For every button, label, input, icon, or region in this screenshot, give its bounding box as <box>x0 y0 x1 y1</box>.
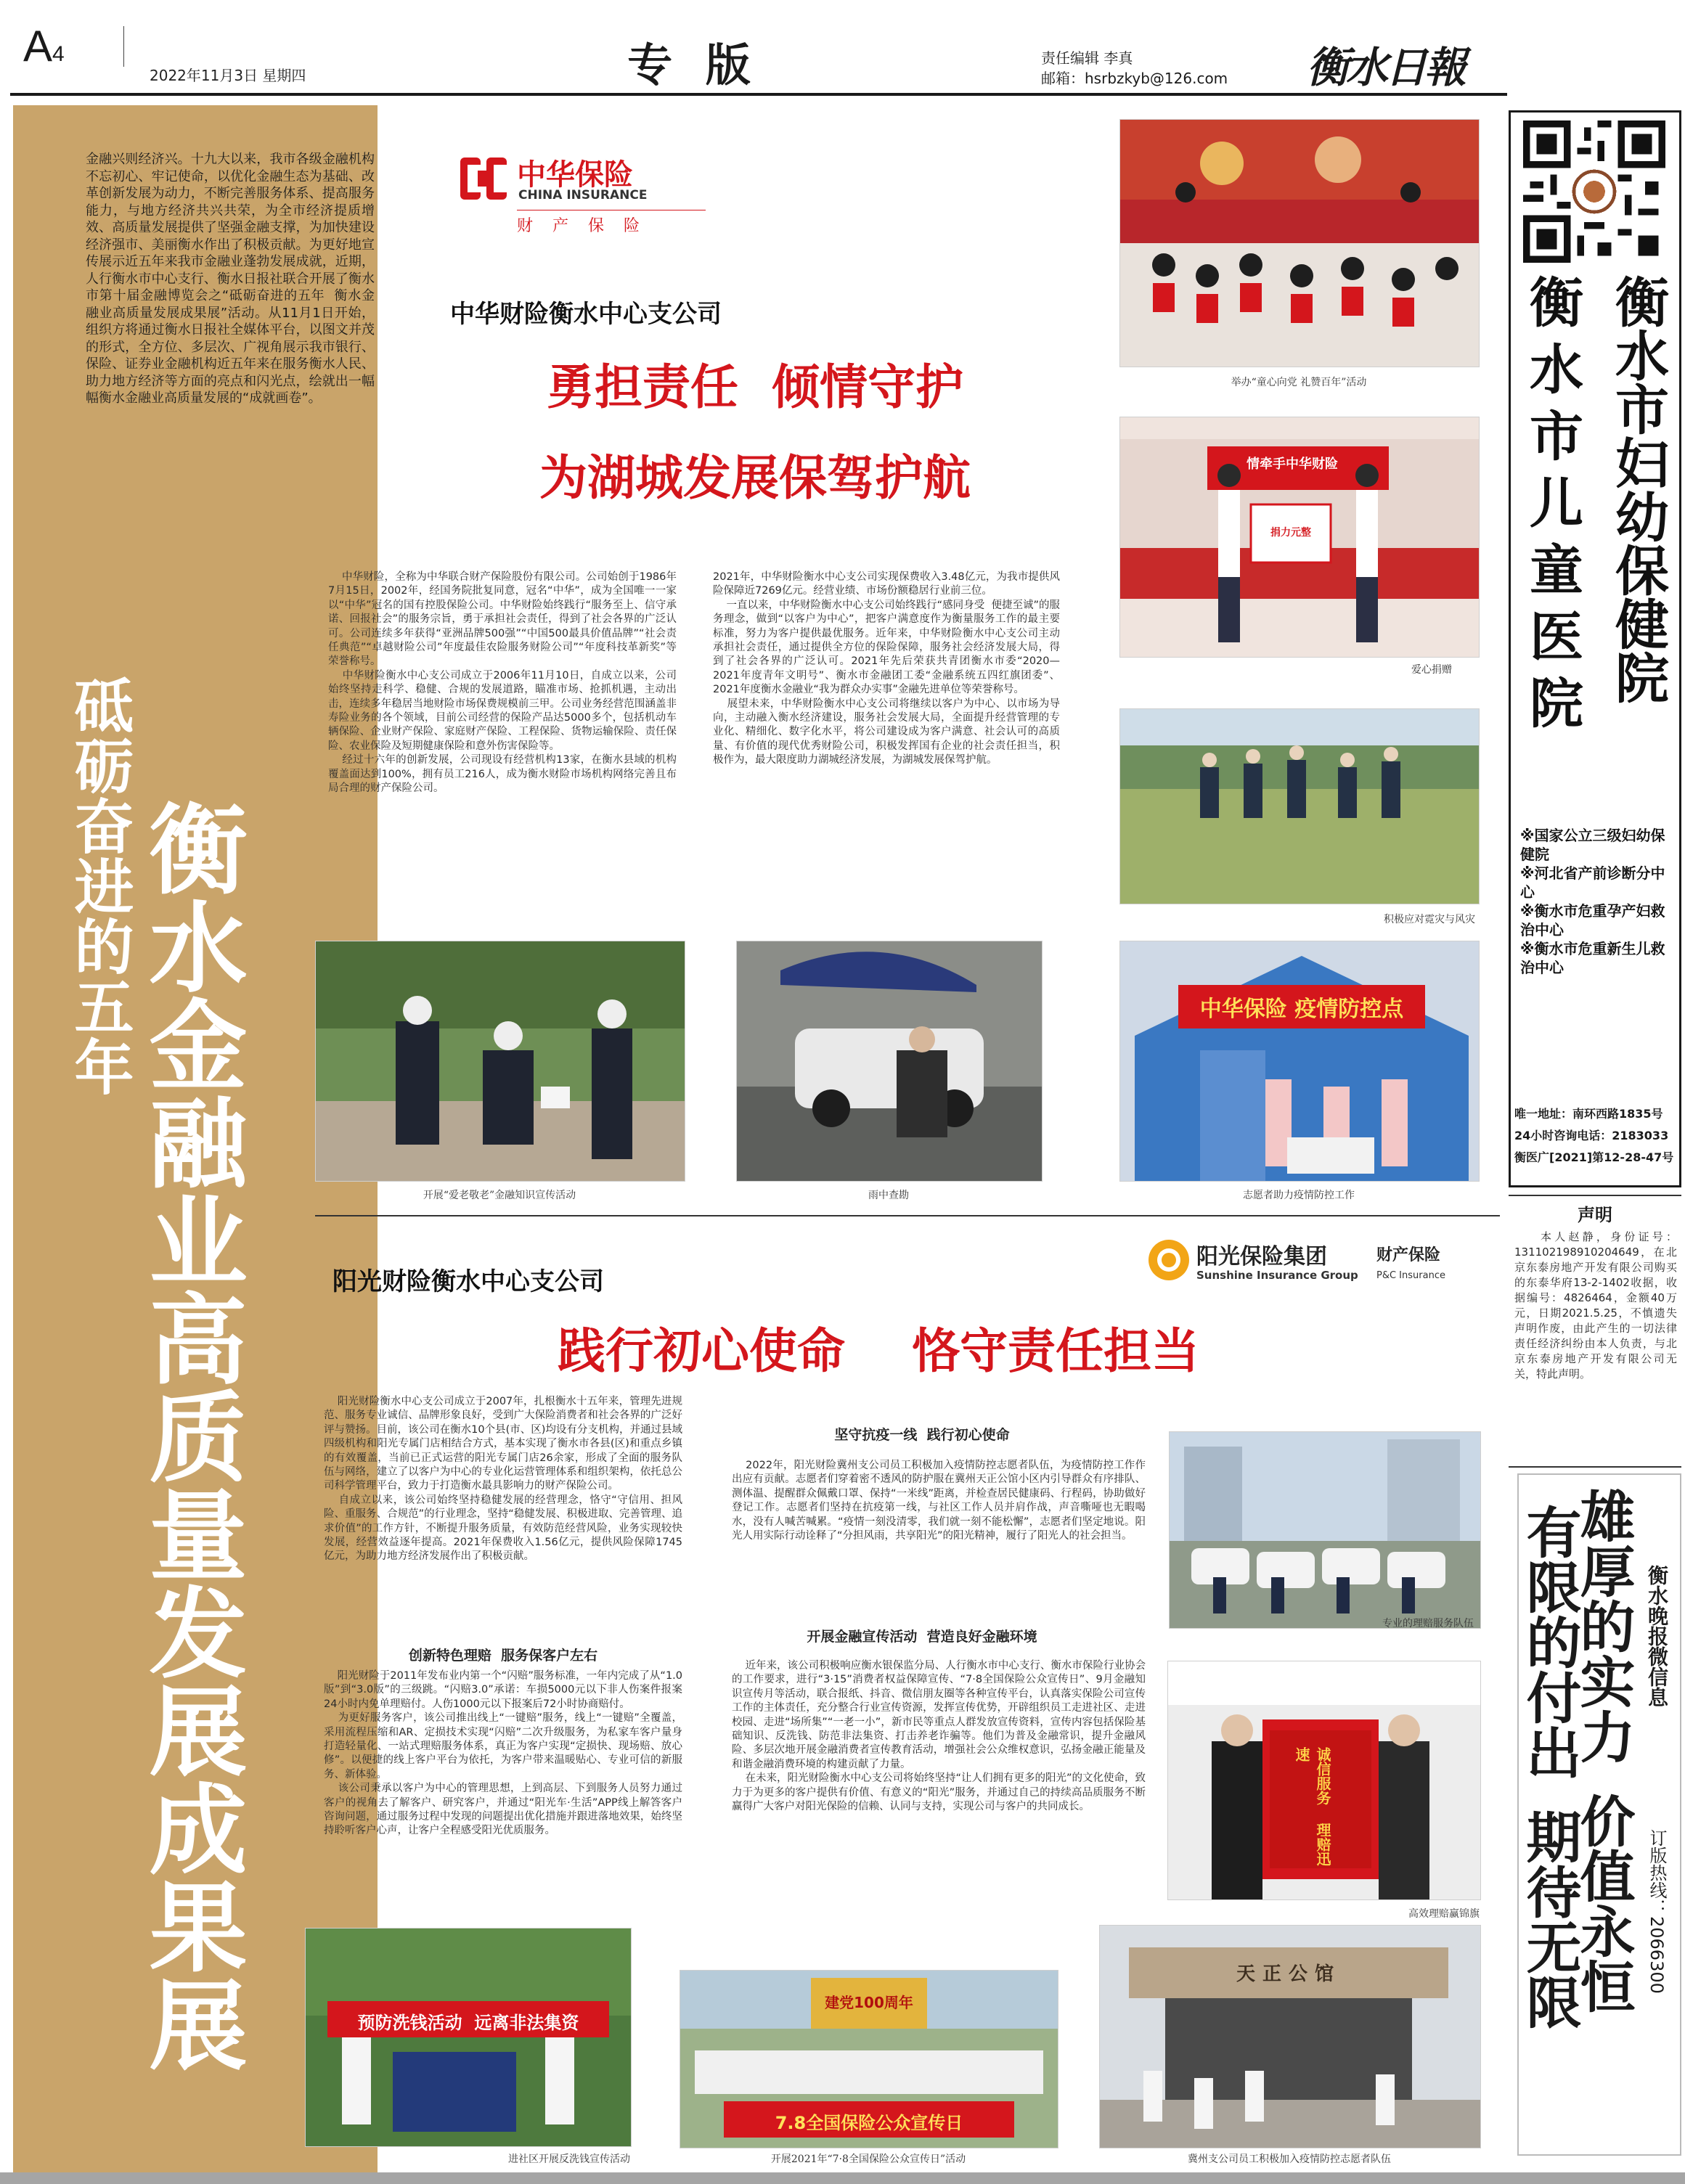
sidebar-intro: 金融兴则经济兴。十九大以来，我市各级金融机构不忘初心、牢记使命，以优化金融生态为基础、改革创新发展为动力，不断完善服务体系、提高服务能力，与地方经济共兴共荣，为全市经济提质增效、高质量发展提供了坚强金融支撑，为加快建设经济强市、美丽衡水作出了积极贡献。为更好地宣传展示近五年来我市金融业蓬勃发展成就，近期，人行衡水市中心支行、衡水日报社联合开展了衡水市第十届金融博览会之“砥砺奋进的五年 衡水金融业高质量发展成果展”活动。从11月1日开始，组织方将通过衡水日报社全媒体平台，以图文并茂的形式，全方位、多层次、广视角展示我市银行、保险、证券业金融机构近五年来在服务衡水人民、助力地方经济等方面的亮点和闪光点，绘就出一幅幅衡水金融业高质量发展的“成就画卷”。 <box>86 152 375 406</box>
tent-banner: 中华保险 疫情防控点 <box>1199 997 1404 1022</box>
issue-date: 2022年11月3日 星期四 <box>150 67 306 84</box>
hospital-feature: ※国家公立三级妇幼保健院 <box>1520 827 1665 863</box>
hospital-feature: ※衡水市危重孕产妇救治中心 <box>1520 902 1665 938</box>
caption-epidemic-tent: 志愿者助力疫情防控工作 <box>1243 1190 1355 1201</box>
page-number: A4 <box>23 22 65 70</box>
article1-col1: 中华财险，全称为中华联合财产保险股份有限公司。公司始创于1986年7月15日，2002年，经国务院批复同意，冠名“中华”，成为全国唯一一家以“中华”冠名的国有控股保险公司。中华财险始终践行“服务至上、信守承诺、回报社会”的服务宗旨，勇于承担社会责任，得到了社会各界的广泛认可。公司连续多年获得“亚洲品牌500强”“中国500最具价值品牌”“社会责任典范”“卓越财险公司”年度最佳农险服务财险公司”“年度科技革新奖”等荣誉称号。 中华财险衡水中心支公司成立于2006年11月10日，自成立以来，公司始终坚持走科学、稳健、合规的发展道路，瞄准市场、抢抓机遇，主动出击，连续多年稳居当地财险市场保费规模前三甲。公司业务经营范围涵盖非寿险业务的各个领域，目前公司经营的保险产品达5000多个，包括机动车辆保险、企业财产保险、家庭财产保险、工程保险、货物运输保险、责任保险、农业保险及短期健康保险和意外伤害保险等。 经过十六年的创新发展，公司现设有经营机构13家，在衡水县域的机构覆盖面达到100%，拥有员工216人，成为衡水财险市场机构网络完善且布局合理的财产保险公司。 <box>328 571 677 795</box>
aml-banner: 预防洗钱活动 远离非法集资 <box>357 2013 579 2033</box>
china-insurance-logo <box>459 149 720 236</box>
china-insurance-name: 中华保险 <box>517 158 633 192</box>
caption-community-volunteers: 冀州支公司员工积极加入疫情防控志愿者队伍 <box>1188 2154 1391 2165</box>
sidebar-title-1: 砥砺奋进的五年 <box>65 675 134 1097</box>
article1-headline-2: 为湖城发展保驾护航 <box>539 450 971 506</box>
promo-line-1: 雄厚的实力价值永恒 <box>1571 1488 1636 2013</box>
hospital-title-1: 衡水市妇幼保健院 <box>1607 274 1669 704</box>
masthead-logo: 衡水日報 <box>1307 43 1464 92</box>
editor-email: 邮箱：hsrbzkyb@126.com <box>1041 70 1228 87</box>
promo-hotline: 订版热线：2066300 <box>1647 1829 1667 1994</box>
article2-sub3: 开展金融宣传活动 营造良好金融环境 <box>807 1629 1037 1645</box>
qr-code-icon[interactable] <box>1523 120 1665 263</box>
caption-pennant: 高效理赔赢锦旗 <box>1408 1908 1480 1920</box>
promo-side-label: 衡水晚报微信息 <box>1645 1565 1669 1707</box>
article2-col2b: 近年来，该公司积极响应衡水银保监分局、人行衡水市中心支行、衡水市保险行业协会的工作要求，进行“3·15”消费者权益保障宣传、“7·8全国保险公众宣传日”、9月金融知识宣传月等活动，联合报纸、抖音、微信朋友圈等各种宣传平台，认真落实保险公司宣传工作的主体责任，充分整合行业宣传资源，发挥宣传优势，开辟组织员工走进社区、走进校园、走进“场所集”“一老一小”，新市民等重点人群发放宣传资料，宣传内容包括保险基础知识、反洗钱、防范非法集资、打击养老诈骗等。他们为普及金融常识，提升金融风险、多层次地开展金融消费者宣传教育活动，增强社会公众维权意识，弘扬金融正能量及和谐金融消费环境的构建贡献了力量。 在未来，阳光财险衡水中心支公司将始终坚持“让人们拥有更多的阳光”的文化使命，致力于为更多的客户提供有价值、有意义的“阳光”服务，并通过自己的持续高品质服务不断赢得广大客户对阳光保险的信赖、认同与支持，实现公司与客户的共同成长。 <box>732 1660 1146 1813</box>
hospital-address: 唯一地址：南环西路1835号 <box>1514 1107 1663 1121</box>
article2-col1b: 阳光财险于2011年发布业内第一个“闪赔”服务标准，一年内完成了从“1.0版”到“3.0版”的三级跳。“闪赔3.0”承诺：车损5000元以下非人伤案件报案24小时内免单理赔付。人伤1000元以下报案后72小时协商赔付。 为更好服务客户，该公司推出线上“一键赔”服务，线上“一键赔”全覆盖，采用流程压缩和AR、定损技术实现“闪赔”二次升级服务，为私家车客户量身打造轻量化、一站式理赔服务体系，真正为客户实现“定损快、现场赔、放心修”。以便捷的线上客户平台为依托，为客户带来温暖贴心、专业可信的新服务、新体验。 该公司秉承以客户为中心的管理思想，上到高层、下到服务人员努力通过客户的视角去了解客户、研究客户，并通过“阳光车·生活”APP线上解答客户咨询问题，通过服务过程中发现的问题提出优化措施并跟进落地效果，始终坚持聆听客户心声，让客户全程感受阳光优质服务。 <box>324 1670 682 1837</box>
photo-elderly-event <box>315 941 685 1182</box>
sunshine-name: 阳光保险集团 <box>1196 1244 1327 1269</box>
photo-rain-survey <box>736 941 1043 1182</box>
caption-love-donation: 爱心捐赠 <box>1411 664 1452 676</box>
article-divider <box>315 1215 1500 1216</box>
donation-board: 情牵手中华财险 <box>1247 457 1338 472</box>
header-divider-1 <box>123 26 124 67</box>
photo-insurance-day <box>680 1970 1058 2148</box>
sunshine-en: Sunshine Insurance Group <box>1196 1269 1358 1282</box>
photo-field-inspection <box>1119 708 1480 904</box>
donation-card: 捐力元整 <box>1270 527 1311 539</box>
caption-rain-survey: 雨中查勘 <box>868 1190 909 1201</box>
section-title: 专 版 <box>627 38 759 91</box>
header-rule <box>10 93 1507 96</box>
photo-claims-team <box>1169 1431 1481 1629</box>
photo-community-volunteers <box>1099 1925 1481 2148</box>
caption-elderly-event: 开展“爱老敬老”金融知识宣传活动 <box>423 1190 576 1201</box>
photo-epidemic-tent <box>1119 941 1480 1182</box>
photo-anti-money-laundering <box>305 1928 632 2147</box>
caption-insurance-day: 开展2021年“7·8全国保险公众宣传日”活动 <box>770 2154 966 2165</box>
article1-headline-1: 勇担责任 倾情守护 <box>547 359 963 415</box>
article1-col2: 2021年，中华财险衡水中心支公司实现保费收入3.48亿元，为我市提供风险保障近7269亿元。经营业绩、市场份额稳居行业前三位。 一直以来，中华财险衡水中心支公司始终践行“感同身受 便捷至诚”的服务理念，做到“以客户为中心”，把客户满意度作为衡量服务工作的最主要标准，努力为客户提供最优服务。近年来，中华财险衡水中心支公司主动承担社会责任，通过提供全方位的保险保障，服务社会经济发展大局，得到了社会各界的广泛认可。2021年先后荣获共青团衡水市委“2020—2021年度青年文明号”、衡水市金融团工委“金融系统五四红旗团委”、2021年度衡水金融业“我为群众办实事”金融先进单位等荣誉称号。 展望未来，中华财险衡水中心支公司将继续以客户为中心、以市场为导向，主动融入衡水经济建设，服务社会发展大局，全面提升经营管理的专业化、精细化、数字化水平，将公司建设成为客户满意、社会认可的高质量、有价值的现代优秀财险公司，积极发挥国有企业的社会责任担当，积极作为，最大限度助力湖城经济发展，为湖城发展保驾护航。 <box>713 571 1060 766</box>
notice-title: 声明 <box>1578 1205 1612 1225</box>
notice-text: 本人赵静，身份证号：131102198910204649，在北京东泰房地产开发有限公司购买的东泰华府13-2-1402收据，收据编号：4826464，金额40万元，日期2021.5.25，不慎遗失声明作废，由此产生的一切法律责任经济纠纷由本人负责，与北京东泰房地产开发有限公司无关，特此声明。 <box>1514 1230 1677 1381</box>
hospital-feature: ※衡水市危重新生儿救治中心 <box>1520 940 1665 976</box>
article2-sub1: 创新特色理赔 服务保客户左右 <box>408 1648 598 1664</box>
promo-line-2: 有限的付出期待无限 <box>1517 1504 1582 2029</box>
caption-claims-team: 专业的理赔服务队伍 <box>1382 1618 1474 1629</box>
article2-col2a: 2022年，阳光财险冀州支公司员工积极加入疫情防控志愿者队伍，为疫情防控工作作出应有贡献。志愿者们穿着密不透风的防护服在冀州天正公馆小区内引导群众有序排队、测体温、提醒群众佩戴口罩、保持“一米线”距离，并检查居民健康码、行程码，协助做好登记工作。志愿者们坚持在抗疫第一线，与社区工作人员并肩作战，声音嘶哑也无暇喝水，没有人喊苦喊累。“疫情一刻没清零，我们就一刻不能松懈”，志愿者们坚定地说。阳光人用实际行动诠释了“分担风雨，共享阳光”的阳光精神，履行了阳光人的社会担当。 <box>732 1460 1146 1542</box>
sunshine-logo <box>1147 1235 1466 1295</box>
caption-anti-money-laundering: 进社区开展反洗钱宣传活动 <box>508 2154 630 2165</box>
photo-pennant <box>1167 1661 1481 1900</box>
photo-children-activity <box>1119 119 1480 367</box>
china-insurance-sub: 财 产 保 险 <box>517 210 706 236</box>
hospital-features <box>1520 826 1673 977</box>
insurance-day-banner: 7.8全国保险公众宣传日 <box>775 2113 963 2133</box>
bottom-bar <box>0 2172 1685 2184</box>
sunshine-sub-en: P&C Insurance <box>1376 1270 1445 1281</box>
pennant-text: 诚信服务 理赔迅速 <box>1293 1747 1331 1866</box>
china-insurance-icon <box>459 153 510 204</box>
photo-love-donation <box>1119 417 1480 658</box>
hospital-feature: ※河北省产前诊断分中心 <box>1520 864 1665 901</box>
caption-field-inspection: 积极应对霓灾与风灾 <box>1384 914 1475 925</box>
hospital-title-2: 衡水市儿童医院 <box>1521 274 1583 742</box>
article2-sub2: 坚守抗疫一线 践行初心使命 <box>834 1427 1010 1443</box>
china-insurance-en: CHINA INSURANCE <box>518 188 648 203</box>
sunshine-icon <box>1147 1238 1191 1282</box>
article2-headline: 践行初心使命 恪守责任担当 <box>558 1323 1199 1379</box>
article2-col1: 阳光财险衡水中心支公司成立于2007年，扎根衡水十五年来，管理先进规范、服务专业诚信、品牌形象良好，受到广大保险消费者和社会各界的广泛好评与赞扬。目前，该公司在衡水10个县(市、区)均设有分支机构，并通过县域四级机构和阳光专属门店相结合方式，基本实现了衡水市各县(区)和重点乡镇的有效覆盖，当前已正式运营的阳光专属门店26余家，形成了全面的服务队伍与网络，建立了以客户为中心的专业化运营管理体系和组织架构，依托总公司科学管理平台，致力于打造衡水最具影响力的财产保险公司。 自成立以来，该公司始终坚持稳健发展的经营理念，恪守“守信用、担风险、重服务、合规范”的行业理念，坚持“稳健发展、积极进取、完善管理、追求价值”的工作方针，不断提升服务质量，有效防范经营风险，业务实现较快发展，经营效益逐年提高。2021年保费收入1.56亿元，提供风险保障1745亿元，为助力地方经济发展作出了积极贡献。 <box>324 1396 682 1563</box>
sidebar-title-2: 衡水金融业高质量发展成果展 <box>133 798 247 2072</box>
caption-children-activity: 举办“童心向党 礼赞百年”活动 <box>1231 377 1367 388</box>
gate-sign: 天正公馆 <box>1236 1963 1341 1985</box>
sunshine-sub: 财产保险 <box>1376 1246 1441 1264</box>
hospital-permit: 衡医广[2021]第12-28-47号 <box>1514 1150 1674 1164</box>
article1-org: 中华财险衡水中心支公司 <box>450 300 722 329</box>
article2-org: 阳光财险衡水中心支公司 <box>332 1267 604 1296</box>
hospital-phone: 24小时咨询电话：2183033 <box>1514 1129 1669 1142</box>
party-board: 建党100周年 <box>825 1994 913 2011</box>
editor-label: 责任编辑 李真 <box>1041 49 1133 67</box>
